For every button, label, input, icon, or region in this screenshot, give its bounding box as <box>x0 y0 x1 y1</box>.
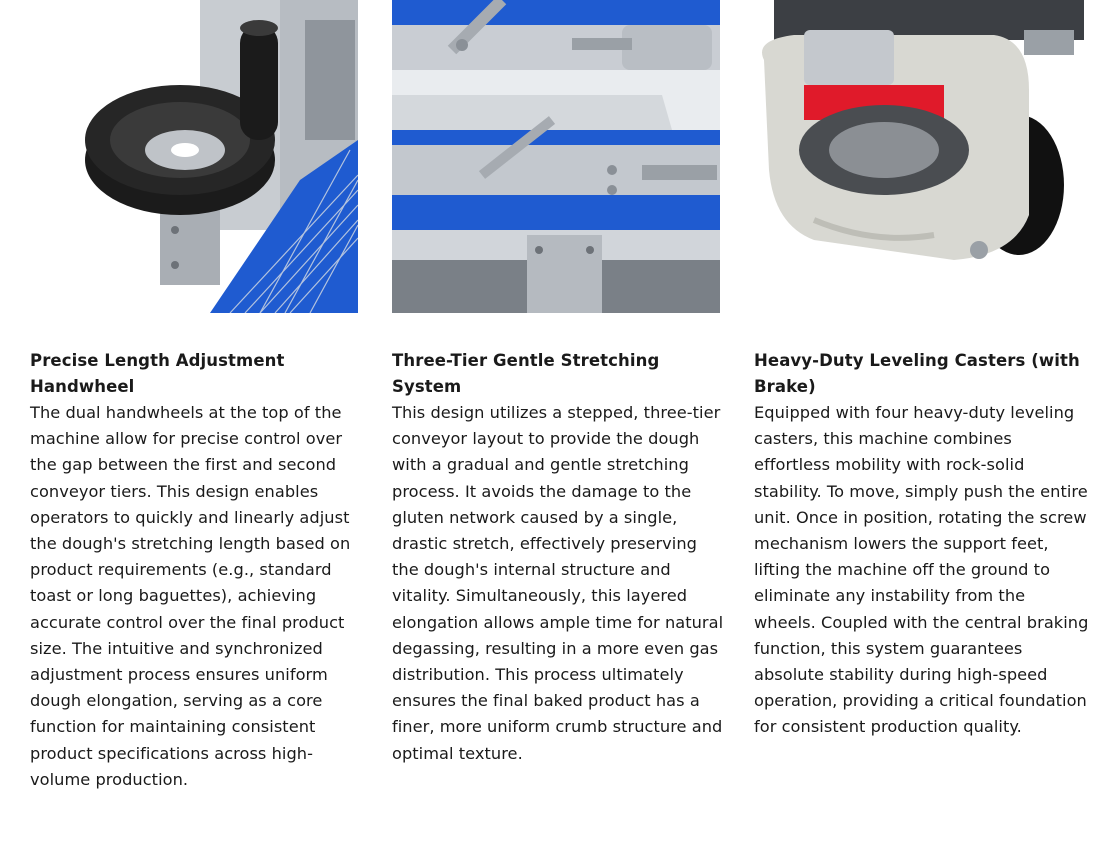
feature-title: Precise Length Adjustment Handwheel <box>30 351 285 396</box>
feature-description: This design utilizes a stepped, three-tier conveyor layout to provide the dough with a gradual and gentle stretching process. It avoids the damage to the gluten network caused by a single, drastic stretch, effectively preserving the dough's internal structure and vitality. Simultaneously, this layered elongation allows ample time for natural degassing, resulting in a more even gas distribution. This process ultimately ensures the final baked product has a finer, more uniform crumb structure and optimal texture. <box>392 403 724 763</box>
feature-title: Three-Tier Gentle Stretching System <box>392 351 660 396</box>
feature-title: Heavy-Duty Leveling Casters (with Brake) <box>754 351 1080 396</box>
feature-description: Equipped with four heavy-duty leveling casters, this machine combines effortless mobility with rock-solid stability. To move, simply push the entire unit. Once in position, rotating the screw mechanism lowers the support feet, lifting the machine off the ground to eliminate any instability from the wheels. Coupled with the central braking function, this system guarantees absolute stability during high-speed operation, providing a critical foundation for consistent production quality. <box>754 403 1089 737</box>
conveyor-tiers-photo <box>392 0 720 313</box>
caster-photo <box>754 0 1084 313</box>
handwheel-photo <box>30 0 358 313</box>
feature-description: The dual handwheels at the top of the machine allow for precise control over the gap between the first and second conveyor tiers. This design enables operators to quickly and linearly adjust the dough's stretching length based on product requirements (e.g., standard toast or long baguettes), achieving accurate control over the final product size. The intuitive and synchronized adjustment process ensures uniform dough elongation, serving as a core function for maintaining consistent product specifications across high-volume production. <box>30 403 351 789</box>
